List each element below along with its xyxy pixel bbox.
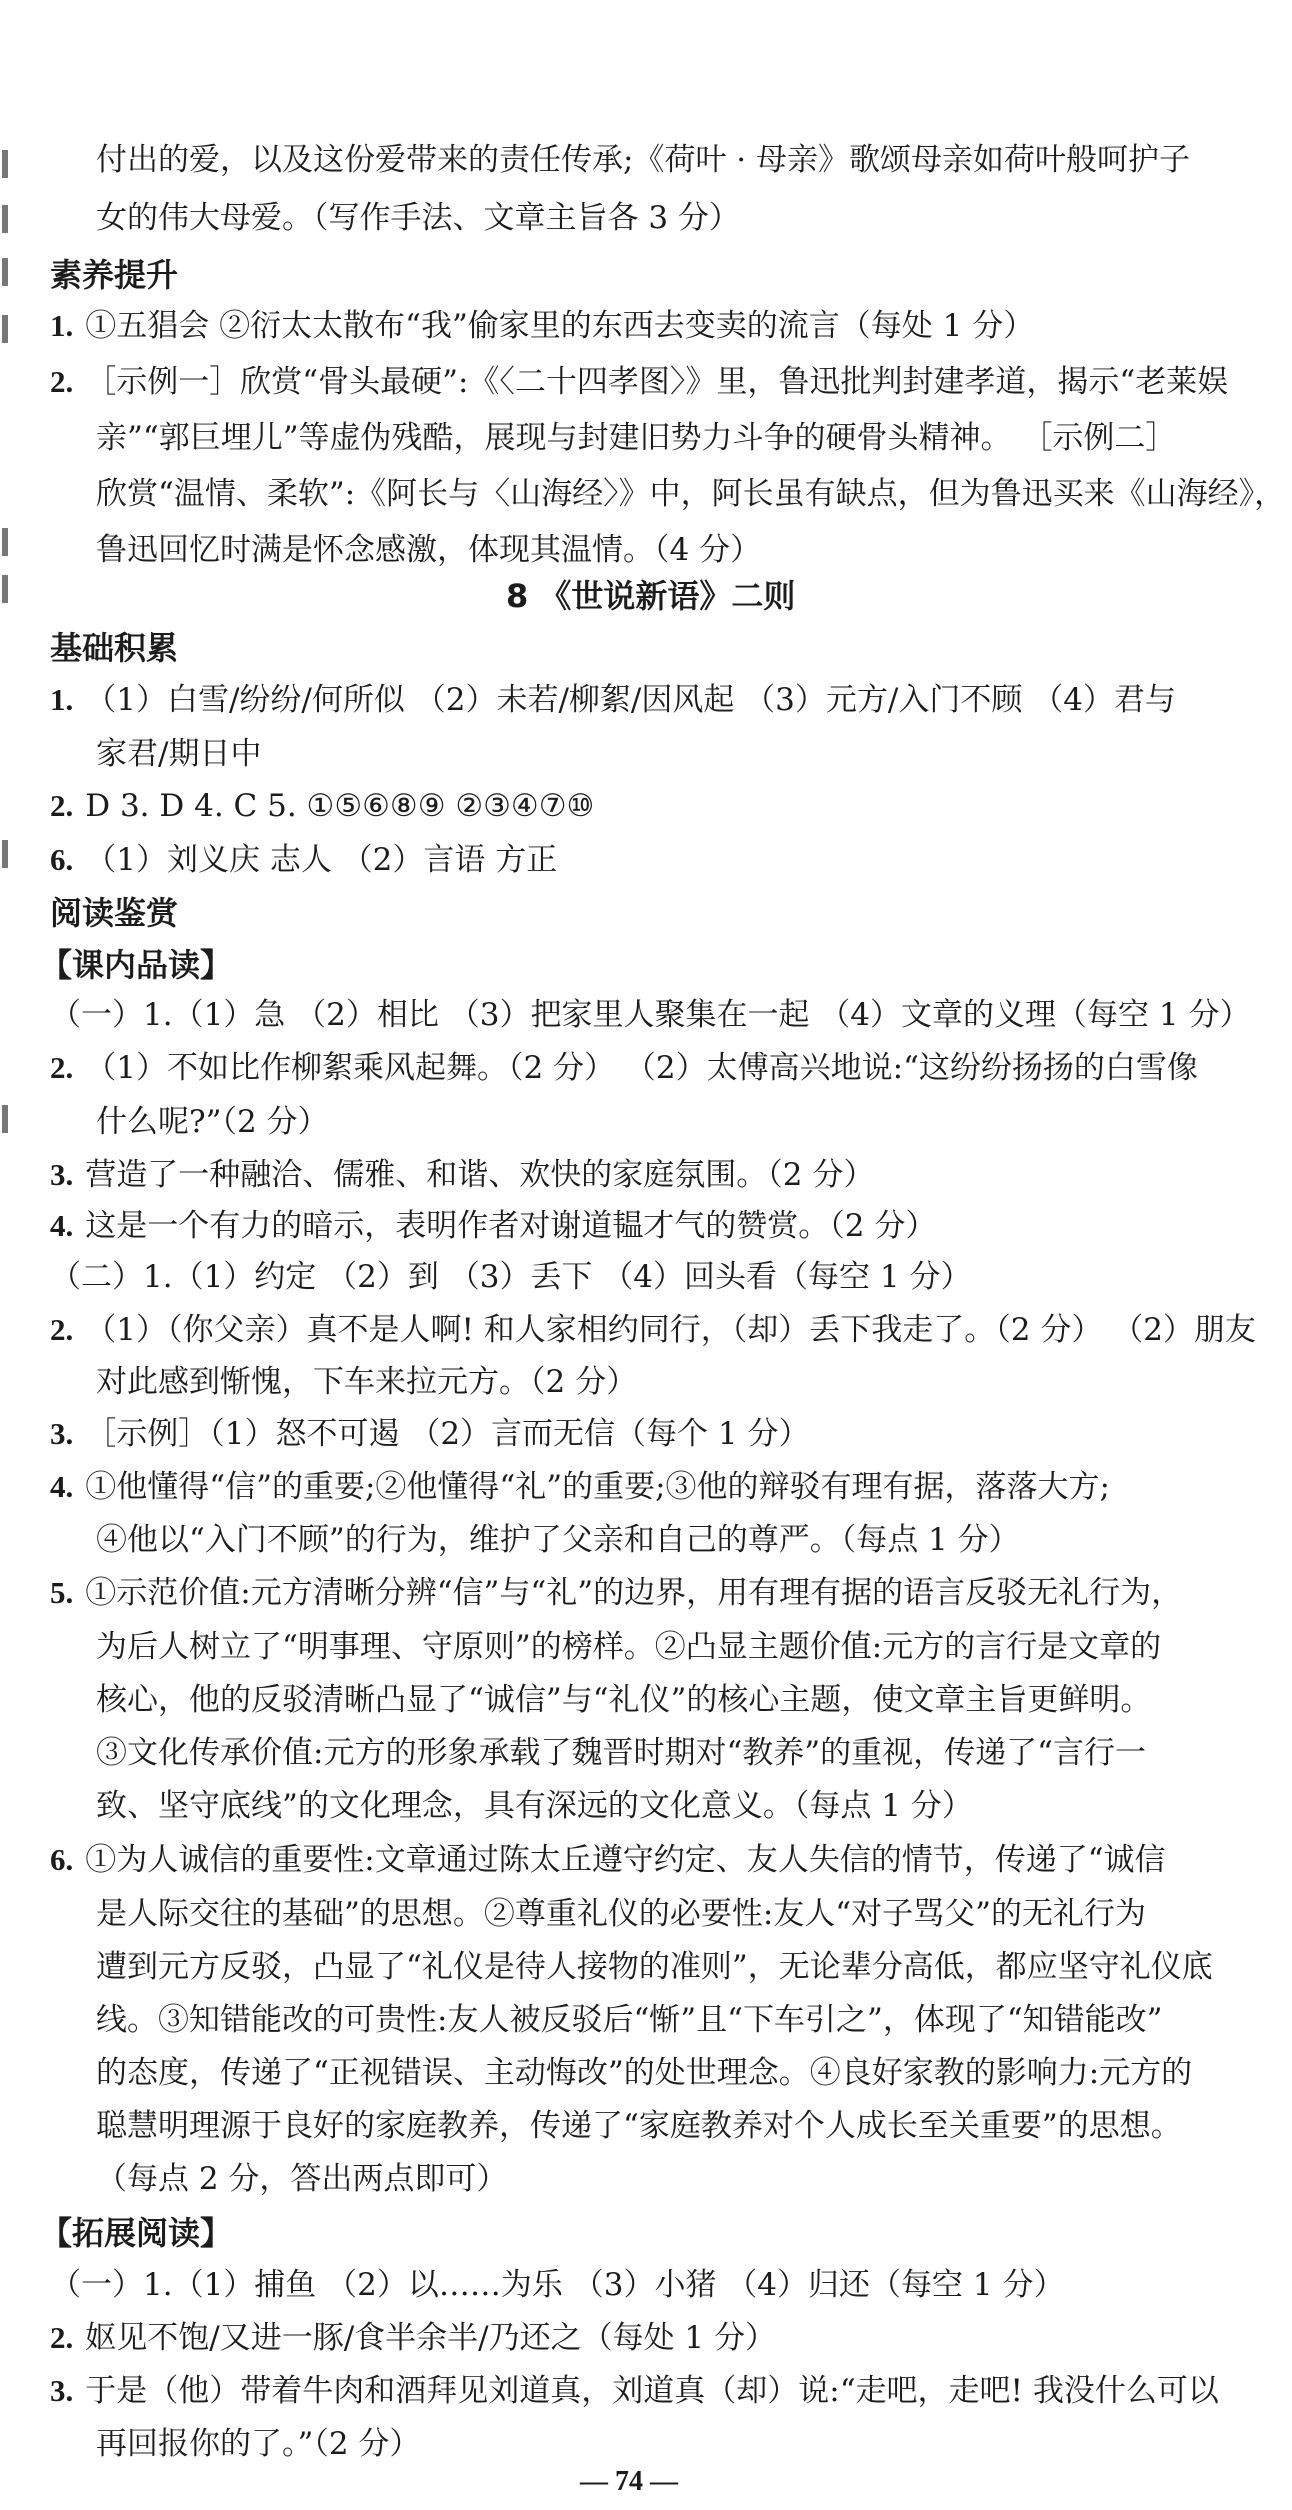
- answer-line: [50, 2318, 776, 2358]
- question-number: 3.: [50, 1416, 74, 1451]
- answer-line: [96, 530, 761, 570]
- answer-line: [96, 474, 1285, 514]
- answer-line: [50, 2265, 1064, 2305]
- answer-line: [96, 734, 261, 774]
- answer-line: [50, 1206, 936, 1246]
- question-number: 4.: [50, 1469, 74, 1504]
- line-text: ①五猖会 ②衍太太散布“我”偷家里的东西去变卖的流言（每处 1 分）: [85, 308, 1035, 344]
- line-text: 欣赏“温情、柔软”:《阿长与〈山海经〉》中，阿长虽有缺点，但为鲁迅买来《山海经》，: [96, 476, 1286, 512]
- line-text: （1）（你父亲）真不是人啊! 和人家相约同行，（却）丢下我走了。（2 分） （2）朋友: [85, 1312, 1256, 1348]
- line-text: 为后人树立了“明事理、守原则”的榜样。②凸显主题价值:元方的言行是文章的: [96, 1629, 1162, 1665]
- line-text: ①示范价值:元方清晰分辨“信”与“礼”的边界，用有理有据的语言反驳无礼行为，: [85, 1575, 1183, 1611]
- section-heading: [50, 255, 178, 295]
- answer-line: [96, 1102, 329, 1142]
- line-text: 妪见不饱/又进一豚/食半余半/乃还之（每处 1 分）: [85, 2320, 777, 2356]
- line-text: （一）1.（1）捕鱼 （2）以……为乐 （3）小猪 （4）归还（每空 1 分）: [50, 2267, 1065, 2303]
- answer-line: [96, 2053, 1192, 2093]
- line-text: 对此感到惭愧，下车来拉元方。（2 分）: [96, 1364, 638, 1400]
- answer-line: [50, 2371, 1219, 2411]
- line-text: ①他懂得“信”的重要;②他懂得“礼”的重要;③他的辩驳有理有据，落落大方;: [85, 1469, 1110, 1505]
- answer-line: [50, 840, 557, 880]
- line-text: 付出的爱，以及这份爱带来的责任传承;《荷叶 · 母亲》歌颂母亲如荷叶般呵护子: [96, 142, 1191, 178]
- answer-line: [96, 1947, 1213, 1987]
- question-number: 5.: [50, 1575, 74, 1610]
- line-text: 亲”“郭巨埋儿”等虚伪残酷，展现与封建旧势力斗争的硬骨头精神。 ［示例二］: [96, 420, 1177, 456]
- question-number: 2.: [50, 1312, 74, 1347]
- answer-line: [96, 1627, 1161, 1667]
- line-text: ①为人诚信的重要性:文章通过陈太丘遵守约定、友人失信的情节，传递了“诚信: [85, 1842, 1166, 1878]
- answer-line: [50, 362, 1228, 402]
- question-number: 2.: [50, 364, 74, 399]
- question-number: 1.: [50, 308, 74, 343]
- question-number: 3.: [50, 2373, 74, 2408]
- answer-line: [50, 1573, 1182, 1613]
- answer-line: [50, 1414, 809, 1454]
- question-number: 2.: [50, 2320, 74, 2355]
- line-text: 再回报你的了。”（2 分）: [96, 2426, 421, 2462]
- line-text: 核心，他的反驳清晰凸显了“诚信”与“礼仪”的核心主题，使文章主旨更鲜明。: [96, 1682, 1152, 1718]
- page-number: — 74 —: [580, 2466, 678, 2497]
- line-text: ［示例］（1）怒不可遏 （2）言而无信（每个 1 分）: [85, 1416, 810, 1452]
- answer-line: [50, 306, 1034, 346]
- line-text: （1）不如比作柳絮乘风起舞。（2 分） （2）太傅高兴地说:“这纷纷扬扬的白雪像: [85, 1050, 1198, 1086]
- answer-line: [50, 786, 594, 826]
- line-text: 女的伟大母爱。（写作手法、文章主旨各 3 分）: [96, 200, 740, 236]
- line-text: 鲁迅回忆时满是怀念感激，体现其温情。（4 分）: [96, 532, 762, 568]
- answer-line: [50, 1155, 874, 1195]
- answer-line: [96, 2424, 420, 2464]
- question-number: 3.: [50, 1157, 74, 1192]
- line-text: 家君/期日中: [96, 736, 262, 772]
- answer-line: [50, 680, 1176, 720]
- section-heading: [40, 945, 232, 985]
- answer-line: [96, 418, 1176, 458]
- lesson-title: [506, 576, 795, 616]
- answer-line: [96, 1520, 1020, 1560]
- line-text: 是人际交往的基础”的思想。②尊重礼仪的必要性:友人“对子骂父”的无礼行为: [96, 1896, 1146, 1932]
- line-text: 致、坚守底线”的文化理念，具有深远的文化意义。（每点 1 分）: [96, 1788, 973, 1824]
- answer-line: [50, 1310, 1256, 1350]
- edge-mark: [0, 575, 12, 603]
- line-text: 【课内品读】: [40, 946, 233, 984]
- line-text: （一）1.（1）急 （2）相比 （3）把家里人聚集在一起 （4）文章的义理（每空 1 分）: [50, 997, 1251, 1033]
- line-text: 线。③知错能改的可贵性:友人被反驳后“惭”且“下车引之”，体现了“知错能改”: [96, 2002, 1163, 2038]
- question-number: 4.: [50, 1208, 74, 1243]
- line-text: 的态度，传递了“正视错误、主动悔改”的处世理念。④良好家教的影响力:元方的: [96, 2055, 1193, 2091]
- question-number: 1.: [50, 682, 74, 717]
- line-text: （二）1.（1）约定 （2）到 （3）丢下 （4）回头看（每空 1 分）: [50, 1259, 972, 1295]
- edge-mark: [0, 840, 12, 868]
- answer-line: [96, 198, 740, 238]
- edge-mark: [0, 258, 12, 286]
- section-heading: [50, 893, 178, 933]
- question-number: 6.: [50, 1842, 74, 1877]
- answer-line: [96, 1362, 637, 1402]
- answer-line: [96, 1894, 1146, 1934]
- answer-line: [96, 1733, 1146, 1773]
- answer-line: [50, 995, 1250, 1035]
- line-text: 聪慧明理源于良好的家庭教养，传递了“家庭教养对个人成长至关重要”的思想。: [96, 2108, 1182, 2144]
- line-text: 基础积累: [50, 629, 179, 667]
- edge-mark: [0, 150, 12, 178]
- line-text: 营造了一种融洽、儒雅、和谐、欢快的家庭氛围。（2 分）: [85, 1157, 875, 1193]
- answer-line: [50, 1467, 1110, 1507]
- line-text: 素养提升: [50, 256, 179, 294]
- line-text: 这是一个有力的暗示，表明作者对谢道韫才气的赞赏。（2 分）: [85, 1208, 937, 1244]
- edge-mark: [0, 528, 12, 556]
- answer-line: [50, 1048, 1198, 1088]
- answer-line: [96, 1786, 973, 1826]
- line-text: 阅读鉴赏: [50, 894, 179, 932]
- answer-line: [96, 1680, 1151, 1720]
- line-text: D 3. D 4. C 5. ①⑤⑥⑧⑨ ②③④⑦⑩: [85, 788, 595, 824]
- answer-line: [96, 2000, 1163, 2040]
- line-text: （1）白雪/纷纷/何所似 （2）未若/柳絮/因风起 （3）元方/入门不顾 （4）君与: [85, 682, 1176, 718]
- line-text: （1）刘义庆 志人 （2）言语 方正: [85, 842, 558, 878]
- line-text: 【拓展阅读】: [40, 2214, 233, 2252]
- question-number: 2.: [50, 788, 74, 823]
- answer-line: [50, 1840, 1166, 1880]
- line-text: ④他以“入门不顾”的行为，维护了父亲和自己的尊严。（每点 1 分）: [96, 1522, 1020, 1558]
- line-text: 8 《世说新语》二则: [506, 577, 796, 615]
- line-text: 遭到元方反驳，凸显了“礼仪是待人接物的准则”，无论辈分高低，都应坚守礼仪底: [96, 1949, 1213, 1985]
- edge-mark: [0, 205, 12, 233]
- question-number: 6.: [50, 842, 74, 877]
- edge-mark: [0, 315, 12, 343]
- line-text: ③文化传承价值:元方的形象承载了魏晋时期对“教养”的重视，传递了“言行一: [96, 1735, 1146, 1771]
- section-heading: [40, 2213, 232, 2253]
- line-text: （每点 2 分，答出两点即可）: [96, 2161, 508, 2197]
- line-text: ［示例一］欣赏“骨头最硬”:《〈二十四孝图〉》里，鲁迅批判封建孝道，揭示“老莱娱: [85, 364, 1229, 400]
- answer-line: [96, 140, 1190, 180]
- question-number: 2.: [50, 1050, 74, 1085]
- answer-line: [96, 2159, 507, 2199]
- edge-mark: [0, 1105, 12, 1133]
- line-text: 什么呢?”（2 分）: [96, 1104, 329, 1140]
- line-text: 于是（他）带着牛肉和酒拜见刘道真，刘道真（却）说:“走吧，走吧! 我没什么可以: [85, 2373, 1219, 2409]
- answer-line: [96, 2106, 1182, 2146]
- answer-line: [50, 1257, 971, 1297]
- section-heading: [50, 628, 178, 668]
